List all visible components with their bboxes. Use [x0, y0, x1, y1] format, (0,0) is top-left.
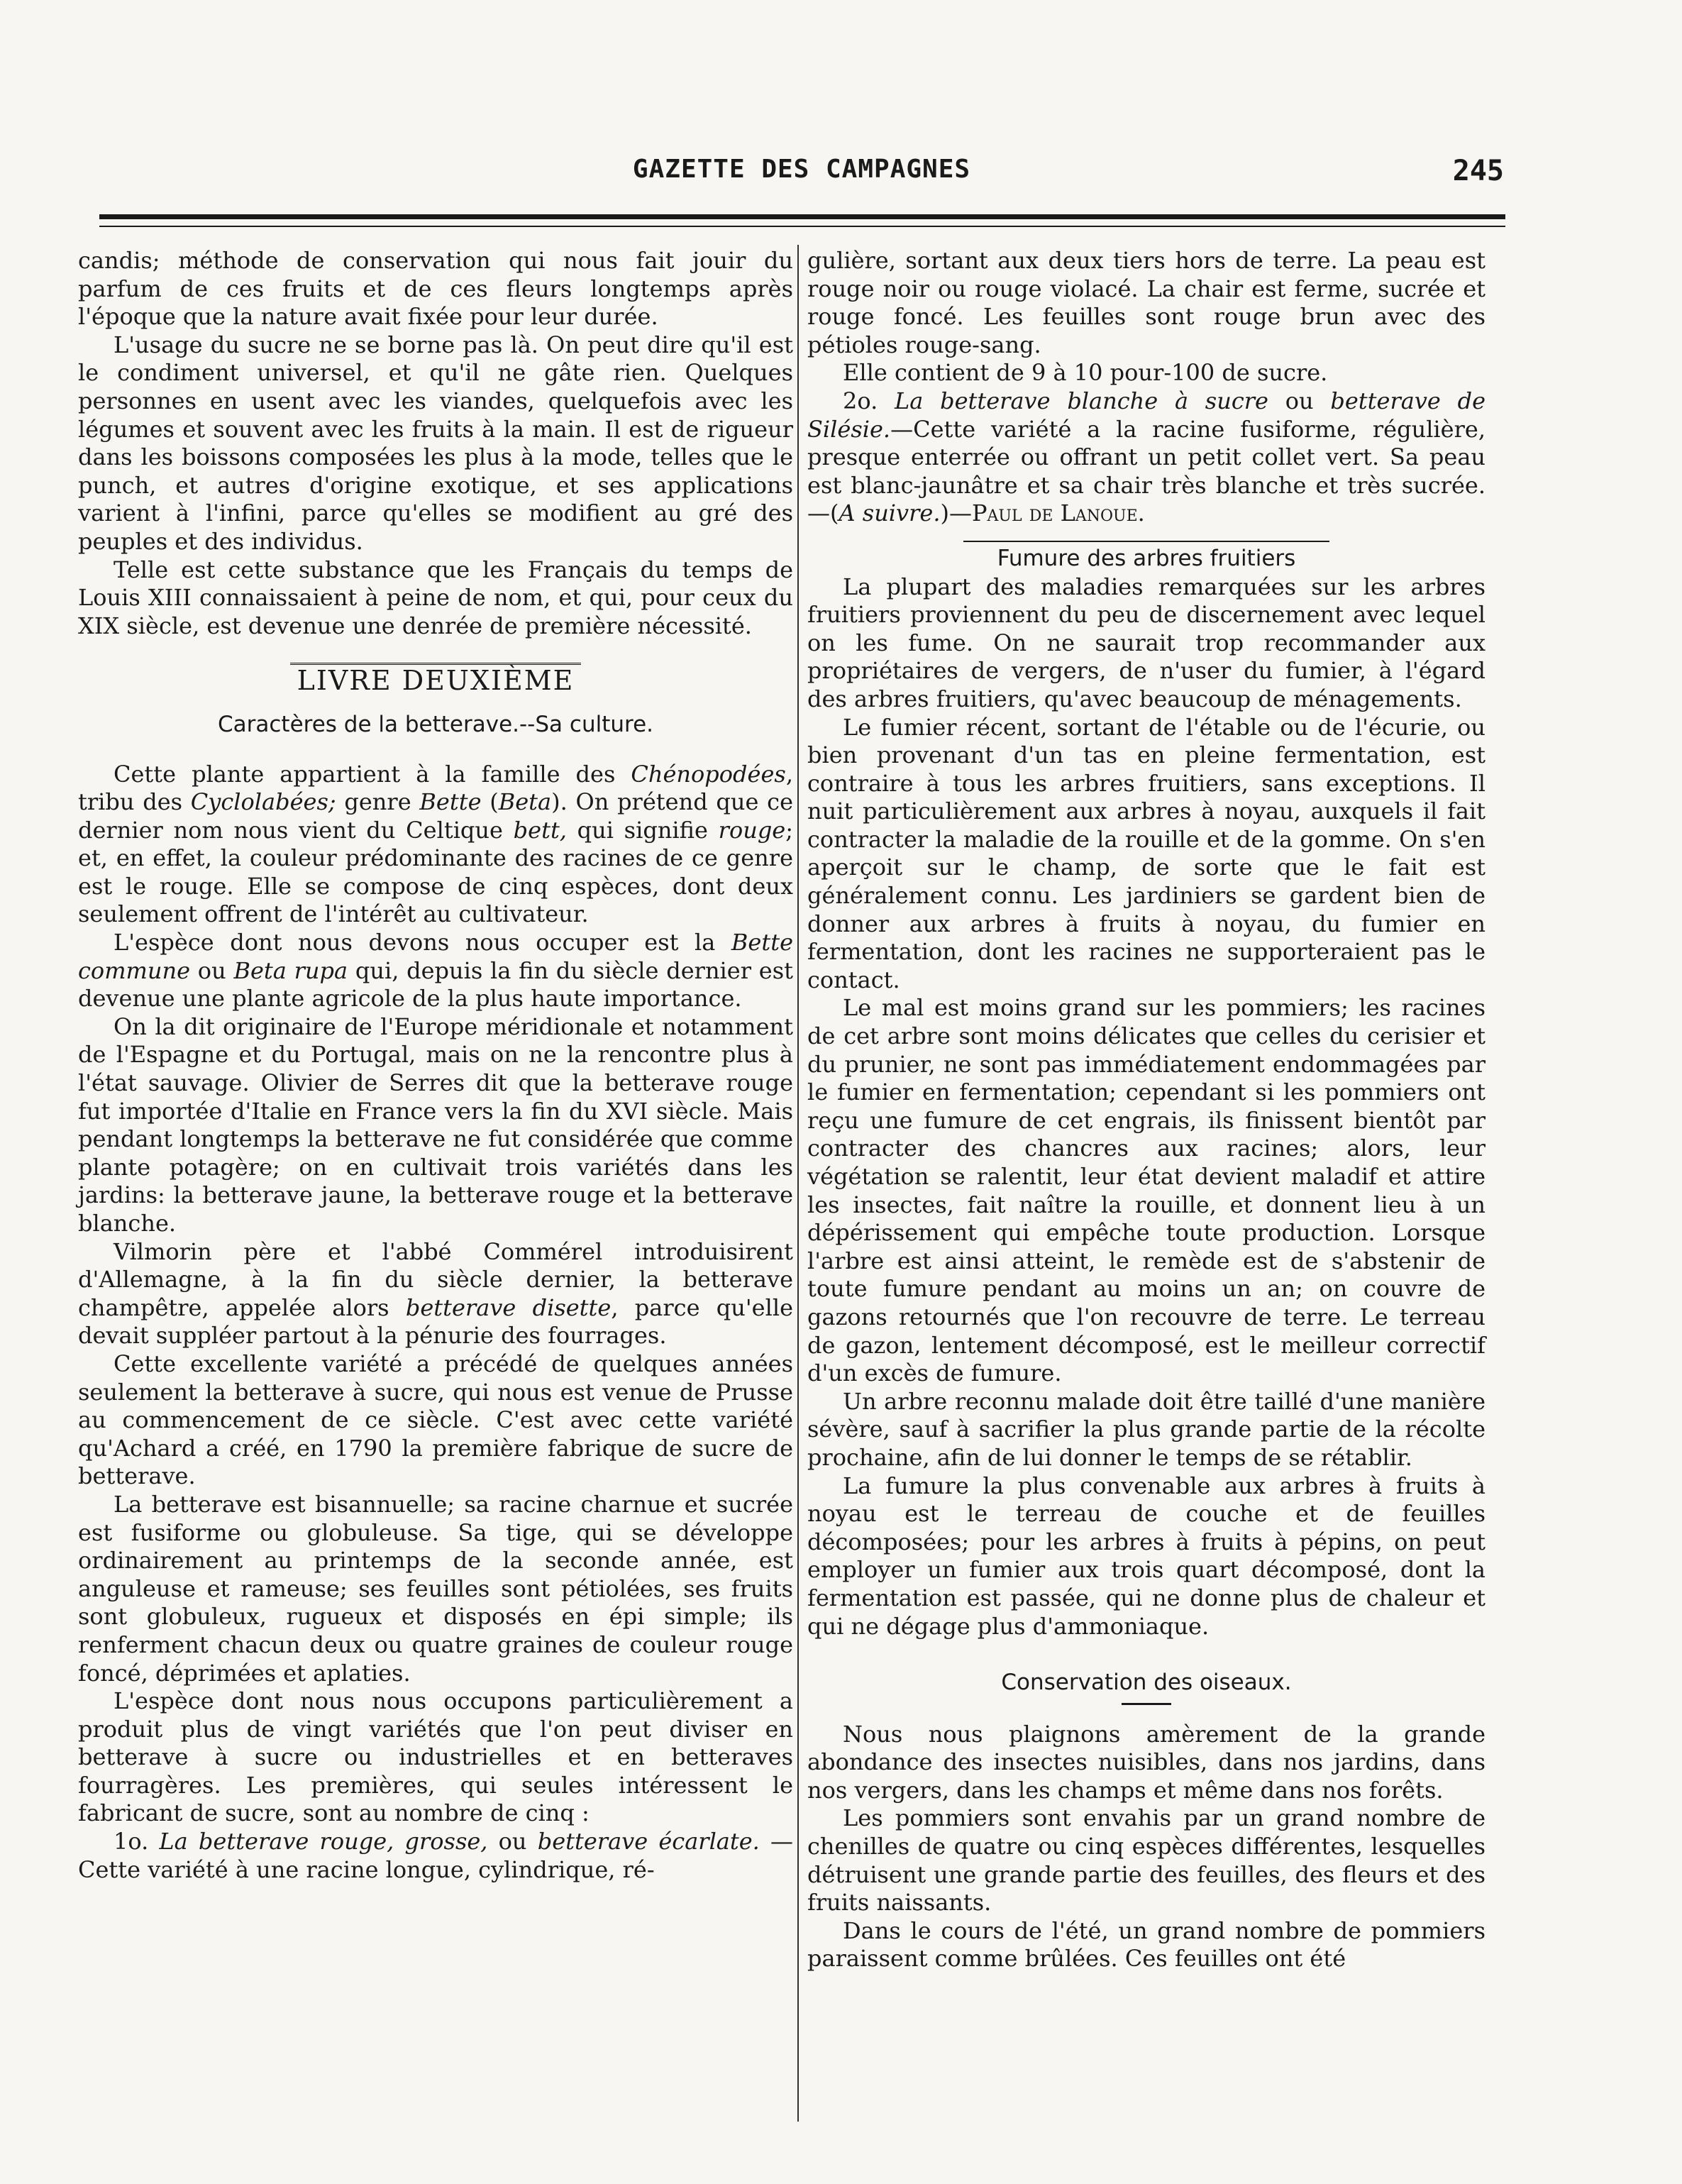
- page-number: 245: [1452, 155, 1504, 187]
- paragraph: La betterave est bisannuelle; sa racine charnue et sucrée est fusiforme ou globuleuse. Sa tige, qui se développe ordinairement au printemps de la seconde année, est anguleuse et rameuse; ses feuilles sont pétiolées, ses fruits sont globuleux, rugueux et disposés en épi simple; ils renferment chacun deux ou quatre graines de couleur rouge foncé, déprimées et aplaties.: [78, 1490, 793, 1687]
- publication-title: GAZETTE DES CAMPAGNES: [632, 155, 971, 184]
- paragraph: Elle contient de 9 à 10 pour-100 de sucre.: [843, 359, 1328, 387]
- header-rule-thick: [99, 214, 1505, 219]
- paragraph: Le mal est moins grand sur les pommiers; les racines de cet arbre sont moins délicates que celles du cerisier et du prunier, ne sont pas immédiatement endommagées par le fumier en fermentation; cependant si les pommiers ont reçu une fumure de cet engrais, ils finissent bientôt par contracter des chancres aux racines; alors, leur végétation se ralentit, leur état devient maladif et attire les insectes, fait naître la rouille, et donnent lieu à un dépérissement qui empêche toute production. Lorsque l'arbre est ainsi atteint, le remède est de s'abstenir de toute fumure pendant au moins un an; on couvre de gazons retournés que l'on recouvre de terre. Le terreau de gazon, lentement décomposé, est le meilleur correctif d'un excès de fumure.: [807, 994, 1485, 1387]
- paragraph: Dans le cours de l'été, un grand nombre de pommiers paraissent comme brûlées. Ces feuilles ont été: [807, 1916, 1485, 1973]
- section-heading: Fumure des arbres fruitiers: [963, 541, 1329, 573]
- paragraph: Vilmorin père et l'abbé Commérel introduisirent d'Allemagne, à la fin du siècle dernier, la betterave champêtre, appelée alors betterave disette, parce qu'elle devait suppléer partout à la pénurie des fourrages.: [78, 1237, 794, 1350]
- section-heading: Conservation des oiseaux.: [1001, 1670, 1292, 1696]
- paragraph: 1o. La betterave rouge, grosse, ou betterave écarlate. —Cette variété à une racine longue, cylindrique, ré-: [78, 1828, 794, 1883]
- heading-rule: [1122, 1703, 1171, 1705]
- paragraph: Le fumier récent, sortant de l'étable ou de l'écurie, ou bien provenant d'un tas en pleine fermentation, est contraire à tous les arbres fruitiers, sans exceptions. Il nuit particulièrement aux arbres à noyau, auxquels il fait contracter la maladie de la rouille et de la gomme. On s'en aperçoit sur le champ, de sorte que le fait est généralement connu. Les jardiniers se gardent bien de donner aux arbres à fruits à noyau, du fumier en fermentation, dont les racines ne supporteraient pas le contact.: [807, 713, 1485, 993]
- paragraph: La fumure la plus convenable aux arbres à fruits à noyau est le terreau de couche et de feuilles décomposées; pour les arbres à fruits à pépins, on peut employer un fumier aux trois quart décomposé, dont la fermentation est passée, qui ne donne plus de chaleur et qui ne dégage plus d'ammoniaque.: [807, 1472, 1485, 1640]
- paragraph: Cette excellente variété a précédé de quelques années seulement la betterave à sucre, qui nous est venue de Prusse au commencement de ce siècle. C'est avec cette variété qu'Achard a créé, en 1790 la première fabrique de sucre de betterave.: [78, 1350, 793, 1490]
- paragraph: Cette plante appartient à la famille des Chénopodées, tribu des Cyclolabées; genre Bette (Beta). On prétend que ce dernier nom nous vient du Celtique bett, qui signifie rouge; et, en effet, la couleur prédominante des racines de ce genre est le rouge. Elle se compose de cinq espèces, dont deux seulement offrent de l'intérêt au cultivateur.: [78, 760, 794, 928]
- book-heading: [78, 667, 793, 695]
- header-rule-thin: [99, 226, 1505, 227]
- paragraph: La plupart des maladies remarquées sur les arbres fruitiers proviennent du peu de discernement avec lequel on les fume. On ne saurait trop recommander aux propriétaires de vergers, de n'user du fumier, à l'égard des arbres fruitiers, qu'avec beaucoup de ménagements.: [807, 573, 1485, 712]
- paragraph: L'usage du sucre ne se borne pas là. On peut dire qu'il est le condiment universel, et qu'il ne gâte rien. Quelques personnes en usent avec les viandes, quelquefois avec les légumes et souvent avec les fruits à la main. Il est de rigueur dans les boissons composées les plus à la mode, telles que le punch, et autres d'origine exotique, et ses applications varient à l'infini, parce qu'elles se modifient au gré des peuples et des individus.: [78, 331, 793, 555]
- page-header: [99, 155, 1504, 197]
- paragraph: Un arbre reconnu malade doit être taillé d'une manière sévère, sauf à sacrifier la plus grande partie de la récolte prochaine, afin de lui donner le temps de se rétablir.: [807, 1387, 1485, 1471]
- paragraph: Les pommiers sont envahis par un grand nombre de chenilles de quatre ou cinq espèces différentes, lesquelles détruisent une grande partie des feuilles, des fleurs et des fruits naissants.: [807, 1804, 1485, 1916]
- paragraph: gulière, sortant aux deux tiers hors de terre. La peau est rouge noir ou rouge violacé. La chair est ferme, sucrée et rouge foncé. Les feuilles sont rouge brun avec des pétioles rouge-sang.: [807, 247, 1485, 358]
- left-column: [78, 247, 793, 1884]
- paragraph: On la dit originaire de l'Europe méridionale et notamment de l'Espagne et du Portugal, mais on ne la rencontre plus à l'état sauvage. Olivier de Serres dit que la betterave rouge fut importée d'Italie en France vers la fin du XVI siècle. Mais pendant longtemps la betterave ne fut considérée que comme plante potagère; on en cultivait trois variétés dans les jardins: la betterave jaune, la betterave rouge et la betterave blanche.: [78, 1013, 793, 1237]
- paragraph: L'espèce dont nous devons nous occuper est la Bette commune ou Beta rupa qui, depuis la fin du siècle dernier est devenue une plante agricole de la plus haute importance.: [78, 929, 794, 1013]
- paragraph: Telle est cette substance que les Français du temps de Louis XIII connaissaient à peine de nom, et qui, pour ceux du XIX siècle, est devenue une denrée de première nécessité.: [78, 556, 793, 639]
- paragraph: L'espèce dont nous nous occupons particulièrement a produit plus de vingt variétés que l'on peut diviser en betterave à sucre ou industrielles et en betteraves fourragères. Les premières, qui seules intéressent le fabricant de sucre, sont au nombre de cinq :: [78, 1687, 793, 1827]
- paragraph: candis; méthode de conservation qui nous fait jouir du parfum de ces fruits et de ces fleurs longtemps après l'époque que la nature avait fixée pour leur durée.: [78, 247, 793, 331]
- paragraph: Nous nous plaignons amèrement de la grande abondance des insectes nuisibles, dans nos jardins, dans nos vergers, dans les champs et même dans nos forêts.: [807, 1720, 1485, 1804]
- right-column: [807, 247, 1485, 1973]
- book-heading-text: LIVRE DEUXIÈME: [290, 663, 582, 696]
- column-divider: [797, 245, 799, 2122]
- section-heading: Caractères de la betterave.--Sa culture.: [217, 711, 653, 737]
- paragraph: 2o. La betterave blanche à sucre ou betterave de Silésie.—Cette variété a la racine fusiforme, régulière, presque enterrée ou offrant un petit collet vert. Sa peau est blanc-jaunâtre et sa chair très blanche et très sucrée.—(A suivre.)—Paul de Lanoue.: [807, 387, 1486, 527]
